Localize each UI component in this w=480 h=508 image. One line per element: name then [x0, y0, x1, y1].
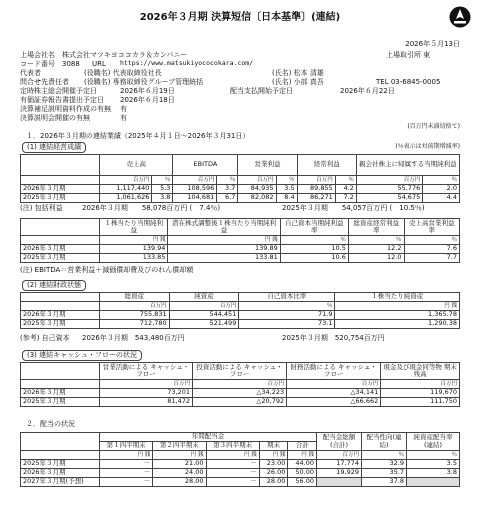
unit: ％ — [423, 176, 460, 185]
cell: 1,290.38 — [335, 320, 460, 329]
cell: 712,780 — [100, 320, 170, 329]
unit: 円 銭 — [168, 236, 280, 245]
unit: 百万円 — [100, 380, 193, 389]
cell: 21.00 — [153, 460, 206, 469]
cell: － — [206, 460, 259, 469]
cell: 54,675 — [356, 194, 422, 203]
cell: 44.00 — [288, 460, 317, 469]
company-url[interactable]: https://www.matsukiyococokara.com/ — [120, 59, 254, 67]
table-row — [21, 254, 460, 263]
agm-date: 2026年６月19日 — [120, 87, 175, 95]
financial-position-table — [20, 292, 460, 329]
cell: － — [206, 469, 259, 478]
row-label: 2025年３月期 — [21, 194, 100, 203]
cell: 139.89 — [168, 245, 280, 254]
report-date: 2026年５月13日 — [405, 40, 460, 48]
cell: 3.8 — [152, 194, 173, 203]
cell: 4.2 — [335, 185, 356, 194]
col-head: 期末 — [259, 442, 288, 451]
unit: ％ — [407, 451, 460, 460]
section1-title: １．2026年３月期の連結業績（2025年４月１日～2026年３月31日） — [26, 132, 250, 140]
col-head: 第２四半期末 — [153, 442, 206, 451]
col-head: 配当性向(連結) — [362, 433, 407, 451]
briefing-value: 有 — [120, 114, 127, 122]
col-head: 総資産 — [100, 293, 170, 302]
unit: 百万円 — [169, 302, 239, 311]
unit: 百万円 — [238, 176, 276, 185]
cell: 7.2 — [335, 194, 356, 203]
cell: － — [206, 478, 259, 487]
table-row — [21, 460, 460, 469]
cell: 133.85 — [100, 254, 168, 263]
unit: 百万円 — [100, 302, 170, 311]
cell: 3.8 — [407, 469, 460, 478]
company-name: 株式会社マツキヨココカラ＆カンパニー — [62, 51, 188, 59]
row-label: 2025年３月期 — [21, 320, 100, 329]
equity-2025: 2025年３月期 520,754百万円 — [282, 334, 385, 342]
col-head: 投資活動による キャッシュ・フロー — [193, 363, 287, 380]
supp-label: 決算補足説明資料作成の有無 — [20, 105, 111, 113]
listed-company-label: 上場会社名 — [20, 51, 55, 59]
unit: ％ — [348, 236, 404, 245]
cell: 35.7 — [362, 469, 407, 478]
code-label: コード番号 — [20, 60, 55, 68]
col-head: １株当たり純資産 — [335, 293, 460, 302]
contact-label: 問合せ先責任者 — [20, 78, 69, 86]
cell: 108,596 — [173, 185, 217, 194]
col-head: 営業活動による キャッシュ・フロー — [100, 363, 193, 380]
unit: ％ — [362, 451, 407, 460]
page-title: 2026年３月期 決算短信〔日本基準〕(連結) — [139, 12, 341, 23]
cell: 119,670 — [381, 389, 460, 398]
cell: 86,271 — [297, 194, 335, 203]
unit: 円 銭 — [335, 302, 460, 311]
cell: 37.8 — [362, 478, 407, 487]
col-head: 配当金総額(合計) — [317, 433, 362, 451]
cell: 73.1 — [239, 320, 335, 329]
cell: 7.7 — [404, 254, 460, 263]
unit: ％ — [404, 236, 460, 245]
cell: 32.9 — [362, 460, 407, 469]
blank-head — [21, 155, 100, 176]
cell: 28.00 — [259, 478, 288, 487]
row-label: 2025年３月期 — [21, 460, 100, 469]
unit: ％ — [280, 236, 348, 245]
row-label: 2026年３月期 — [21, 245, 100, 254]
agm-label: 定時株主総会開催予定日 — [20, 87, 97, 95]
cell: － — [100, 478, 153, 487]
cell: － — [100, 460, 153, 469]
table-row — [21, 389, 460, 398]
url-label: URL — [92, 60, 106, 68]
cell: 1,365.78 — [335, 311, 460, 320]
col-head: 財務活動による キャッシュ・フロー — [287, 363, 381, 380]
row-label: 2026年３月期 — [21, 311, 100, 320]
rep-title: (役職名) 代表取締役社長 — [84, 69, 162, 77]
unit: 円 銭 — [288, 451, 317, 460]
unit: ％ — [217, 176, 238, 185]
table-row — [21, 398, 460, 407]
cell: 26.00 — [259, 469, 288, 478]
section1-sub3: (3) 連結キャッシュ・フローの状況 — [22, 350, 142, 361]
col-head: 現金及び現金同等物 期末残高 — [381, 363, 460, 380]
unit: 百万円 — [356, 176, 422, 185]
cell: 71.9 — [239, 311, 335, 320]
cell: 3.5 — [276, 185, 297, 194]
cell: 7.6 — [404, 245, 460, 254]
comprehensive-income-2026: 2026年３月期 58,078百万円 ( 7.4％) — [82, 204, 221, 212]
col-head: 純資産配当率(連結) — [407, 433, 460, 451]
col-head: 潜在株式調整後１株当たり当期純利益 — [168, 219, 280, 236]
row-label: 2025年３月期 — [21, 254, 100, 263]
cell: 2.0 — [423, 185, 460, 194]
cell — [317, 478, 362, 487]
cash-flow-table — [20, 362, 460, 407]
cell: 50.00 — [288, 469, 317, 478]
comprehensive-income-label: (注) 包括利益 — [20, 204, 63, 212]
row-label: 2026年３月期 — [21, 389, 100, 398]
unit: 円 銭 — [153, 451, 206, 460]
cell: 521,499 — [169, 320, 239, 329]
contact-name: (氏名) 小部 真吾 — [272, 78, 324, 86]
cell: 73,201 — [100, 389, 193, 398]
cell: 81,472 — [100, 398, 193, 407]
dividend-table — [20, 432, 460, 487]
report-label: 有価証券報告書提出予定日 — [20, 96, 104, 104]
cell: 12.2 — [348, 245, 404, 254]
cell: － — [100, 469, 153, 478]
exchange: 上場取引所 東 — [386, 51, 431, 59]
unit: 円 銭 — [100, 236, 168, 245]
unit: ％ — [335, 176, 356, 185]
operating-results-table — [20, 154, 460, 203]
rounding-note: (百万円未満切捨て) — [407, 123, 460, 130]
unit: 百万円 — [173, 176, 217, 185]
div-start-date: 2026年６月22日 — [340, 87, 395, 95]
cell: 56.00 — [288, 478, 317, 487]
cell: 28.00 — [153, 478, 206, 487]
table-row — [21, 311, 460, 320]
unit: 円 銭 — [259, 451, 288, 460]
unit: 円 銭 — [206, 451, 259, 460]
col-head: 自己資本当期純利益率 — [280, 219, 348, 236]
col-head: EBITDA — [173, 155, 238, 176]
blank-head — [21, 219, 100, 236]
cell: 23.00 — [259, 460, 288, 469]
unit: 百万円 — [193, 380, 287, 389]
cell: △20,792 — [193, 398, 287, 407]
table-row — [21, 194, 460, 203]
unit: ％ — [239, 302, 335, 311]
blank-head — [21, 363, 100, 380]
cell: 4.4 — [423, 194, 460, 203]
cell: 1,061,626 — [100, 194, 152, 203]
equity-label: (参考) 自己資本 — [20, 334, 70, 342]
cell: 10.5 — [280, 245, 348, 254]
contact-title: (役職名) 専務取締役グループ管理統括 — [84, 78, 204, 86]
cell: 10.6 — [280, 254, 348, 263]
section1-sub2: (2) 連結財政状態 — [22, 280, 86, 291]
cell: △34,141 — [287, 389, 381, 398]
blank-head — [21, 293, 100, 302]
cell: 55,776 — [356, 185, 422, 194]
cell: 24.00 — [153, 469, 206, 478]
section1-sub1: (1) 連結経営成績 — [22, 142, 86, 153]
comprehensive-income-2025: 2025年３月期 54,057百万円 ( 10.5％) — [282, 204, 425, 212]
unit: 百万円 — [297, 176, 335, 185]
div-start-label: 配当支払開始予定日 — [230, 87, 293, 95]
col-head: 営業利益 — [238, 155, 297, 176]
col-head: 親会社株主に帰属する当期純利益 — [356, 155, 459, 176]
col-head: 合計 — [288, 442, 317, 451]
unit: 百万円 — [317, 451, 362, 460]
table-row — [21, 185, 460, 194]
rep-label: 代表者 — [20, 69, 41, 77]
cell: 3.5 — [407, 460, 460, 469]
table-row — [21, 245, 460, 254]
col-head: 第１四半期末 — [100, 442, 153, 451]
row-label: 2026年３月期 — [21, 185, 100, 194]
row-label: 2027年３月期(予想) — [21, 478, 100, 487]
col-head: 純資産 — [169, 293, 239, 302]
blank-head — [21, 433, 100, 451]
row-label: 2026年３月期 — [21, 469, 100, 478]
equity-2026: 2026年３月期 543,480百万円 — [82, 334, 185, 342]
cell — [407, 478, 460, 487]
col-head: 総資産経常利益率 — [348, 219, 404, 236]
cell: 5.3 — [152, 185, 173, 194]
unit: 百万円 — [287, 380, 381, 389]
cell: 544,451 — [169, 311, 239, 320]
cell: 3.7 — [217, 185, 238, 194]
unit: 百万円 — [100, 176, 152, 185]
cell: 84,935 — [238, 185, 276, 194]
col-head: 売上高 — [100, 155, 173, 176]
col-head: 経常利益 — [297, 155, 356, 176]
table-row — [21, 478, 460, 487]
supp-value: 有 — [120, 105, 127, 113]
cell: 17,774 — [317, 460, 362, 469]
col-head: １株当たり当期純利益 — [100, 219, 168, 236]
cell: 89,855 — [297, 185, 335, 194]
section2-title: ２．配当の状況 — [26, 420, 75, 428]
cell: 133.81 — [168, 254, 280, 263]
table-row — [21, 469, 460, 478]
per-share-table — [20, 218, 460, 263]
col-head: 自己資本比率 — [239, 293, 335, 302]
pct-note: (％表示は対前期増減率) — [395, 143, 460, 150]
unit: ％ — [276, 176, 297, 185]
tel: TEL 03-6845-0005 — [376, 78, 441, 86]
cell: △66,662 — [287, 398, 381, 407]
cell: 1,117,440 — [100, 185, 152, 194]
ebitda-note: (注) EBITDA＝営業利益＋減価償却費及びのれん償却額 — [20, 266, 194, 274]
cell: 12.0 — [348, 254, 404, 263]
table-row — [21, 320, 460, 329]
unit: 円 銭 — [100, 451, 153, 460]
cell: 82,082 — [238, 194, 276, 203]
cell: 19,929 — [317, 469, 362, 478]
group-head: 年間配当金 — [100, 433, 317, 442]
cell: 8.4 — [276, 194, 297, 203]
briefing-label: 決算説明会開催の有無 — [20, 114, 90, 122]
rep-name: (氏名) 松本 清雄 — [272, 69, 324, 77]
report-date-value: 2026年６月18日 — [120, 96, 175, 104]
col-head: 第３四半期末 — [206, 442, 259, 451]
unit: ％ — [152, 176, 173, 185]
code-value: 3088 — [62, 60, 80, 68]
row-label: 2025年３月期 — [21, 398, 100, 407]
cell: 6.7 — [217, 194, 238, 203]
cell: 111,750 — [381, 398, 460, 407]
cell: △34,223 — [193, 389, 287, 398]
col-head: 売上高営業利益率 — [404, 219, 460, 236]
unit: 百万円 — [381, 380, 460, 389]
cell: 755,831 — [100, 311, 170, 320]
cell: 139.94 — [100, 245, 168, 254]
cell: 104,681 — [173, 194, 217, 203]
